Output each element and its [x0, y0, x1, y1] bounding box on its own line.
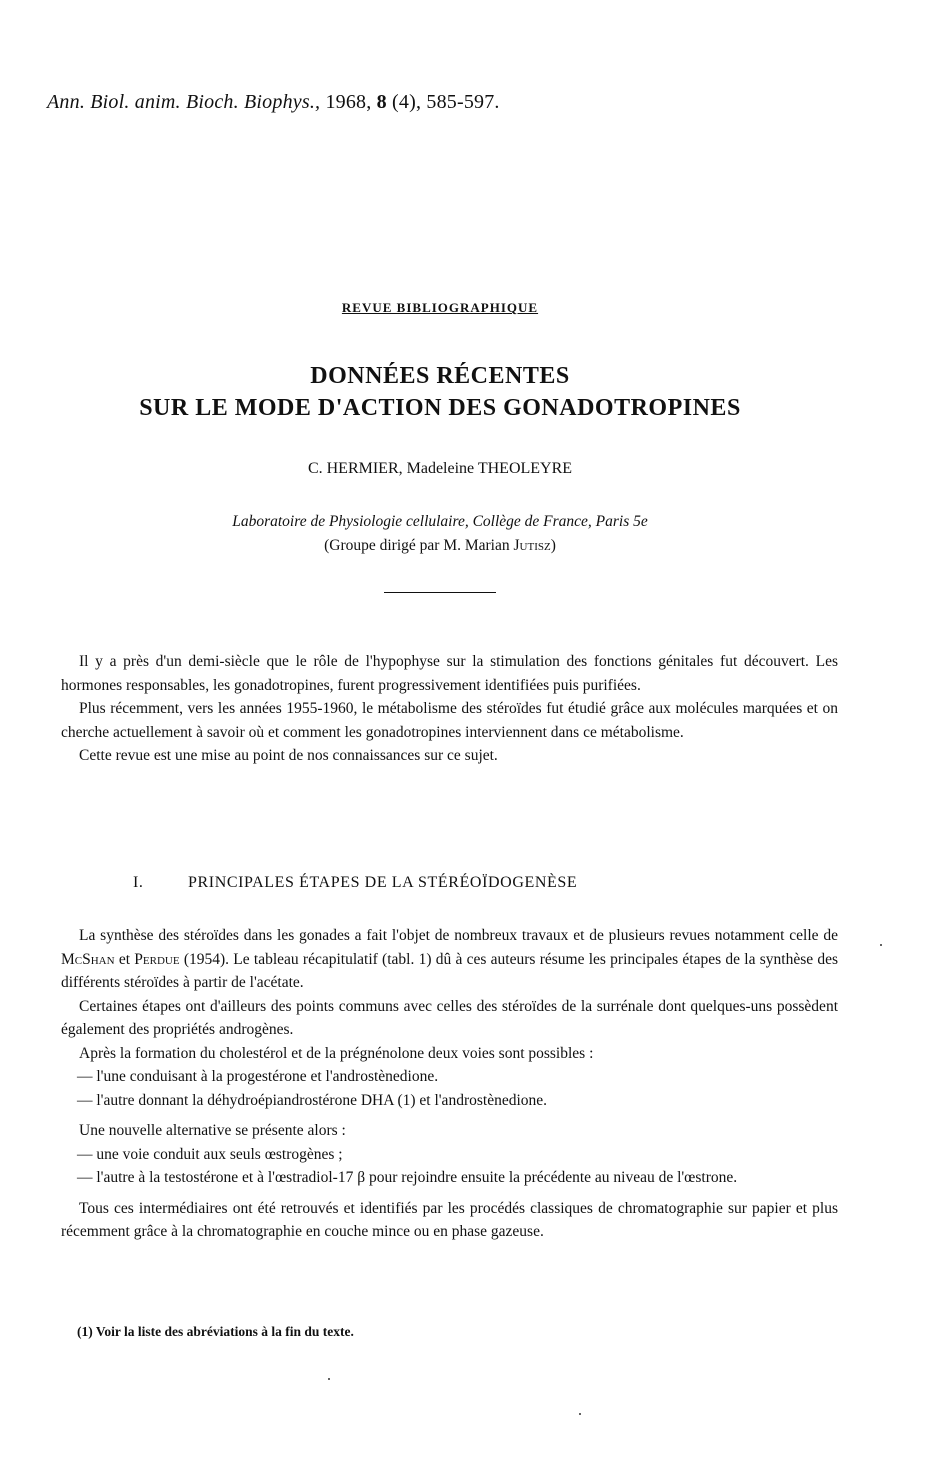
group-director: Jutisz — [513, 537, 551, 554]
section-label: REVUE BIBLIOGRAPHIQUE — [341, 300, 539, 315]
laboratory: Laboratoire de Physiologie cellulaire, Collège de France, Paris 5e — [232, 513, 648, 530]
body-paragraph: Tous ces intermédiaires ont été retrouvés et identifiés par les procédés classiques de chromatographie sur papier et plus récemment grâce à la chromatographie en couche mince ou en phase gazeuse. — [61, 1199, 838, 1240]
list-item: — l'une conduisant à la progestérone et l'androstènedione. — [77, 1068, 439, 1085]
introduction — [61, 650, 838, 768]
section-heading — [133, 874, 577, 892]
body-paragraph: Certaines étapes ont d'ailleurs des points communs avec celles des stéroïdes de la surrénale dont quelques-uns possèdent également des propriétés androgènes. — [61, 997, 838, 1038]
title-line-1: DONNÉES RÉCENTES — [310, 363, 570, 389]
author-citation: Perdue — [134, 950, 180, 968]
intro-paragraph: Cette revue est une mise au point de nos connaissances sur ce sujet. — [79, 747, 498, 764]
authors: C. HERMIER, Madeleine THEOLEYRE — [307, 460, 573, 477]
group-prefix: (Groupe dirigé par M. Marian — [324, 537, 510, 554]
list-item: — l'autre donnant la déhydroépiandrostérone DHA (1) et l'androstènedione. — [77, 1091, 548, 1109]
journal-citation — [47, 91, 500, 114]
journal-issue: (4), — [392, 91, 422, 113]
affiliation — [0, 510, 880, 558]
scan-speck — [328, 1378, 330, 1380]
body-paragraph: Après la formation du cholestérol et de la prégnénolone deux voies sont possibles : — [79, 1044, 594, 1062]
section-number: I. — [133, 874, 144, 891]
body-paragraph: La synthèse des stéroïdes dans les gonades a fait l'objet de nombreux travaux et de plusieurs revues notamment celle de McShan et Perdue (1954). Le tableau récapitulatif (tabl. 1) dû à ces auteurs résume les principales étapes de la synthèse des différents stéroïdes à partir de l'acétate. — [61, 927, 839, 991]
section-title: PRINCIPALES ÉTAPES DE LA STÉRÉOÏDOGENÈSE — [188, 874, 578, 891]
separator-rule — [384, 592, 496, 593]
list-item: — l'autre à la testostérone et à l'œstradiol-17 β pour rejoindre ensuite la précédente au niveau de l'œstrone. — [77, 1169, 738, 1186]
title-line-2: SUR LE MODE D'ACTION DES GONADOTROPINES — [139, 395, 741, 421]
footnote: (1) Voir la liste des abréviations à la fin du texte. — [77, 1324, 354, 1339]
intro-paragraph: Plus récemment, vers les années 1955-1960, le métabolisme des stéroïdes fut étudié grâce aux molécules marquées et on cherche actuellement à savoir où et comment les gonadotropines interviennent dans ce métabolisme. — [61, 700, 838, 741]
group-suffix: ) — [550, 537, 556, 554]
scan-speck — [579, 1413, 581, 1415]
journal-name: Ann. Biol. anim. Bioch. Biophys., — [47, 91, 321, 113]
list-item: — une voie conduit aux seuls œstrogènes ; — [77, 1145, 343, 1163]
journal-volume: 8 — [376, 91, 387, 113]
section-body — [61, 924, 838, 1244]
scan-speck — [880, 944, 882, 946]
journal-pages: 585-597. — [426, 91, 500, 113]
article-title — [0, 360, 880, 424]
research-group — [0, 534, 880, 558]
intro-paragraph: Il y a près d'un demi-siècle que le rôle de l'hypophyse sur la stimulation des fonctions génitales fut découvert. Les hormones responsables, les gonadotropines, furent progressivement identifiées puis purifiées. — [61, 653, 838, 694]
author-citation: McShan — [61, 950, 115, 968]
body-paragraph: Une nouvelle alternative se présente alors : — [79, 1122, 346, 1139]
journal-year: 1968, — [325, 91, 372, 113]
